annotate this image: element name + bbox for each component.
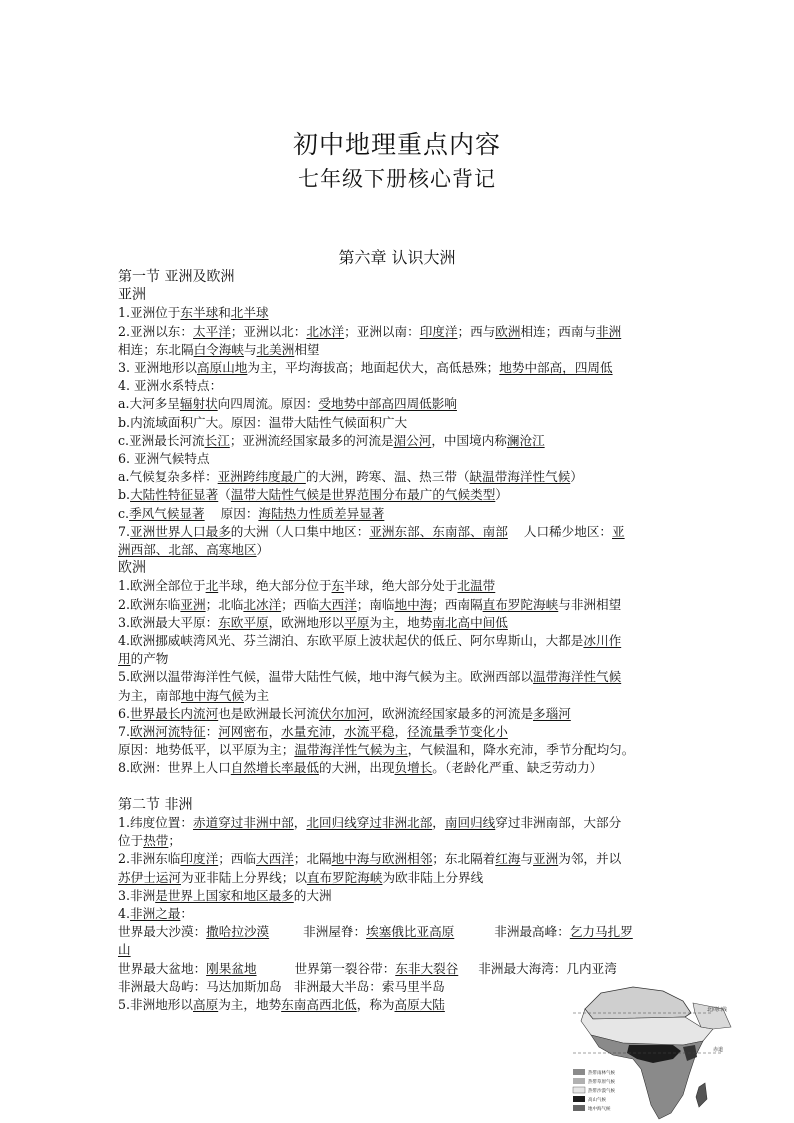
legend-item: 高山气候 [588, 1097, 606, 1102]
asia-line-4a: a.大河多呈辐射状向四周流。原因：受地势中部高四周低影响 [118, 396, 457, 412]
asia-line-4: 4. 亚洲水系特点： [118, 378, 223, 394]
asia-line-6b: b.大陆性特征显著（温带大陆性气候是世界范围分布最广的气候类型） [118, 487, 508, 503]
africa-line-2: 2.非洲东临印度洋；西临大西洋；北隔地中海与欧洲相邻；东北隔着红海与亚洲为邻，并以 [118, 851, 622, 867]
africa-line-2b: 苏伊士运河为亚非陆上分界线；以直布罗陀海峡为欧非陆上分界线 [118, 869, 484, 885]
legend-item: 热带草原气候 [588, 1079, 615, 1084]
section-heading-africa: 第二节 非洲 [118, 796, 193, 813]
madagascar-island [696, 1083, 707, 1107]
europe-line-1: 1.欧洲全部位于北半球，绝大部分位于东半球，绝大部分处于北温带 [118, 578, 496, 594]
europe-line-5: 5.欧洲以温带海洋性气候，温带大陆性气候，地中海气候为主。欧洲西部以温带海洋性气候 [118, 669, 622, 685]
asia-line-6a: a.气候复杂多样：亚洲跨纬度最广的大洲，跨寒、温、热三带（缺温带海洋性气候） [118, 469, 583, 485]
equator-label: 赤道 [713, 1047, 724, 1053]
europe-line-3: 3.欧洲最大平原：东欧平原，欧洲地形以平原为主，地势南北高中间低 [118, 614, 508, 630]
europe-line-4: 4.欧洲挪威峡湾风光、芬兰湖泊、东欧平原上波状起伏的低丘、阿尔卑斯山，大都是冰川作 [118, 633, 622, 649]
africa-line-3: 3.非洲是世界上国家和地区最多的大洲 [118, 887, 332, 903]
chapter-heading: 第六章 认识大洲 [338, 248, 456, 267]
africa-climate-map [563, 983, 733, 1123]
legend-item: 地中海气候 [588, 1106, 611, 1111]
asia-line-7: 7.亚洲世界人口最多的大洲（人口集中地区：亚洲东部、东南部、南部 人口稀少地区：亚 [118, 523, 625, 539]
asia-line-6c: c.季风气候显著 原因：海陆热力性质差异显著 [118, 505, 385, 521]
page-subtitle: 七年级下册核心背记 [298, 167, 496, 191]
subsection-europe: 欧洲 [118, 560, 146, 577]
section-heading: 第一节 亚洲及欧洲 [118, 269, 235, 285]
africa-line-1: 1.纬度位置：赤道穿过非洲中部，北回归线穿过非洲北部，南回归线穿过非洲南部，大部分 [118, 814, 622, 830]
europe-line-7b: 原因：地势低平，以平原为主；温带海洋性气候为主，气候温和，降水充沛，季节分配均匀。 [118, 742, 635, 758]
africa-line-1b: 位于热带； [118, 833, 181, 849]
legend-item: 热带沙漠气候 [588, 1088, 615, 1093]
europe-line-2: 2.欧洲东临亚洲；北临北冰洋；西临大西洋；南临地中海；西南隔直布罗陀海峡与非洲相望 [118, 596, 622, 612]
tropic-label: 北回归线 [707, 1007, 728, 1013]
africa-line-5: 5.非洲地形以高原为主，地势东南高西北低，称为高原大陆 [118, 996, 445, 1012]
asia-line-1: 1.亚洲位于东半球和北半球 [118, 305, 269, 321]
europe-line-7: 7.欧洲河流特征：河网密布，水量充沛，水流平稳，径流量季节变化小 [118, 724, 508, 740]
notes-body [118, 268, 678, 1014]
africa-line-4: 4.非洲之最： [118, 905, 193, 921]
africa-north-region [585, 987, 691, 1019]
asia-line-4c: c.亚洲最长河流长江；亚洲流经国家最多的河流是湄公河，中国境内称澜沧江 [118, 432, 545, 448]
africa-superlatives-3: 非洲最大岛屿：马达加斯加岛 非洲最大半岛：索马里半岛 [118, 978, 445, 994]
africa-superlatives-1b: 山 [118, 942, 131, 958]
page-title: 初中地理重点内容 [292, 130, 501, 159]
asia-line-6: 6. 亚洲气候特点 [118, 451, 210, 467]
asia-line-7b: 洲西部、北部、高寒地区） [118, 542, 270, 558]
asia-line-2b: 相连；东北隔白令海峡与北美洲相望 [118, 341, 320, 357]
africa-superlatives-1: 世界最大沙漠：撒哈拉沙漠 非洲屋脊：埃塞俄比亚高原 非洲最高峰：乞力马扎罗 [118, 924, 633, 940]
asia-line-4b: b.内流域面积广大。原因：温带大陆性气候面积广大 [118, 414, 408, 430]
europe-line-5b: 为主，南部地中海气候为主 [118, 687, 270, 703]
europe-line-4b: 用的产物 [118, 651, 169, 667]
legend-item: 热带雨林气候 [588, 1070, 615, 1075]
asia-line-2: 2.亚洲以东：太平洋；亚洲以北：北冰洋；亚洲以南：印度洋；西与欧洲相连；西南与非洲 [118, 323, 622, 339]
europe-line-6: 6.世界最长内流河也是欧洲最长河流伏尔加河，欧洲流经国家最多的河流是多瑙河 [118, 705, 571, 721]
africa-superlatives-2: 世界最大盆地：刚果盆地 世界第一裂谷带：东非大裂谷 非洲最大海湾：几内亚湾 [118, 960, 617, 976]
europe-line-8: 8.欧洲：世界上人口自然增长率最低的大洲，出现负增长。（老龄化严重、缺乏劳动力） [118, 760, 603, 776]
asia-line-3: 3. 亚洲地形以高原山地为主，平均海拔高；地面起伏大，高低悬殊；地势中部高，四周低 [118, 360, 613, 376]
subsection-asia: 亚洲 [118, 287, 146, 304]
